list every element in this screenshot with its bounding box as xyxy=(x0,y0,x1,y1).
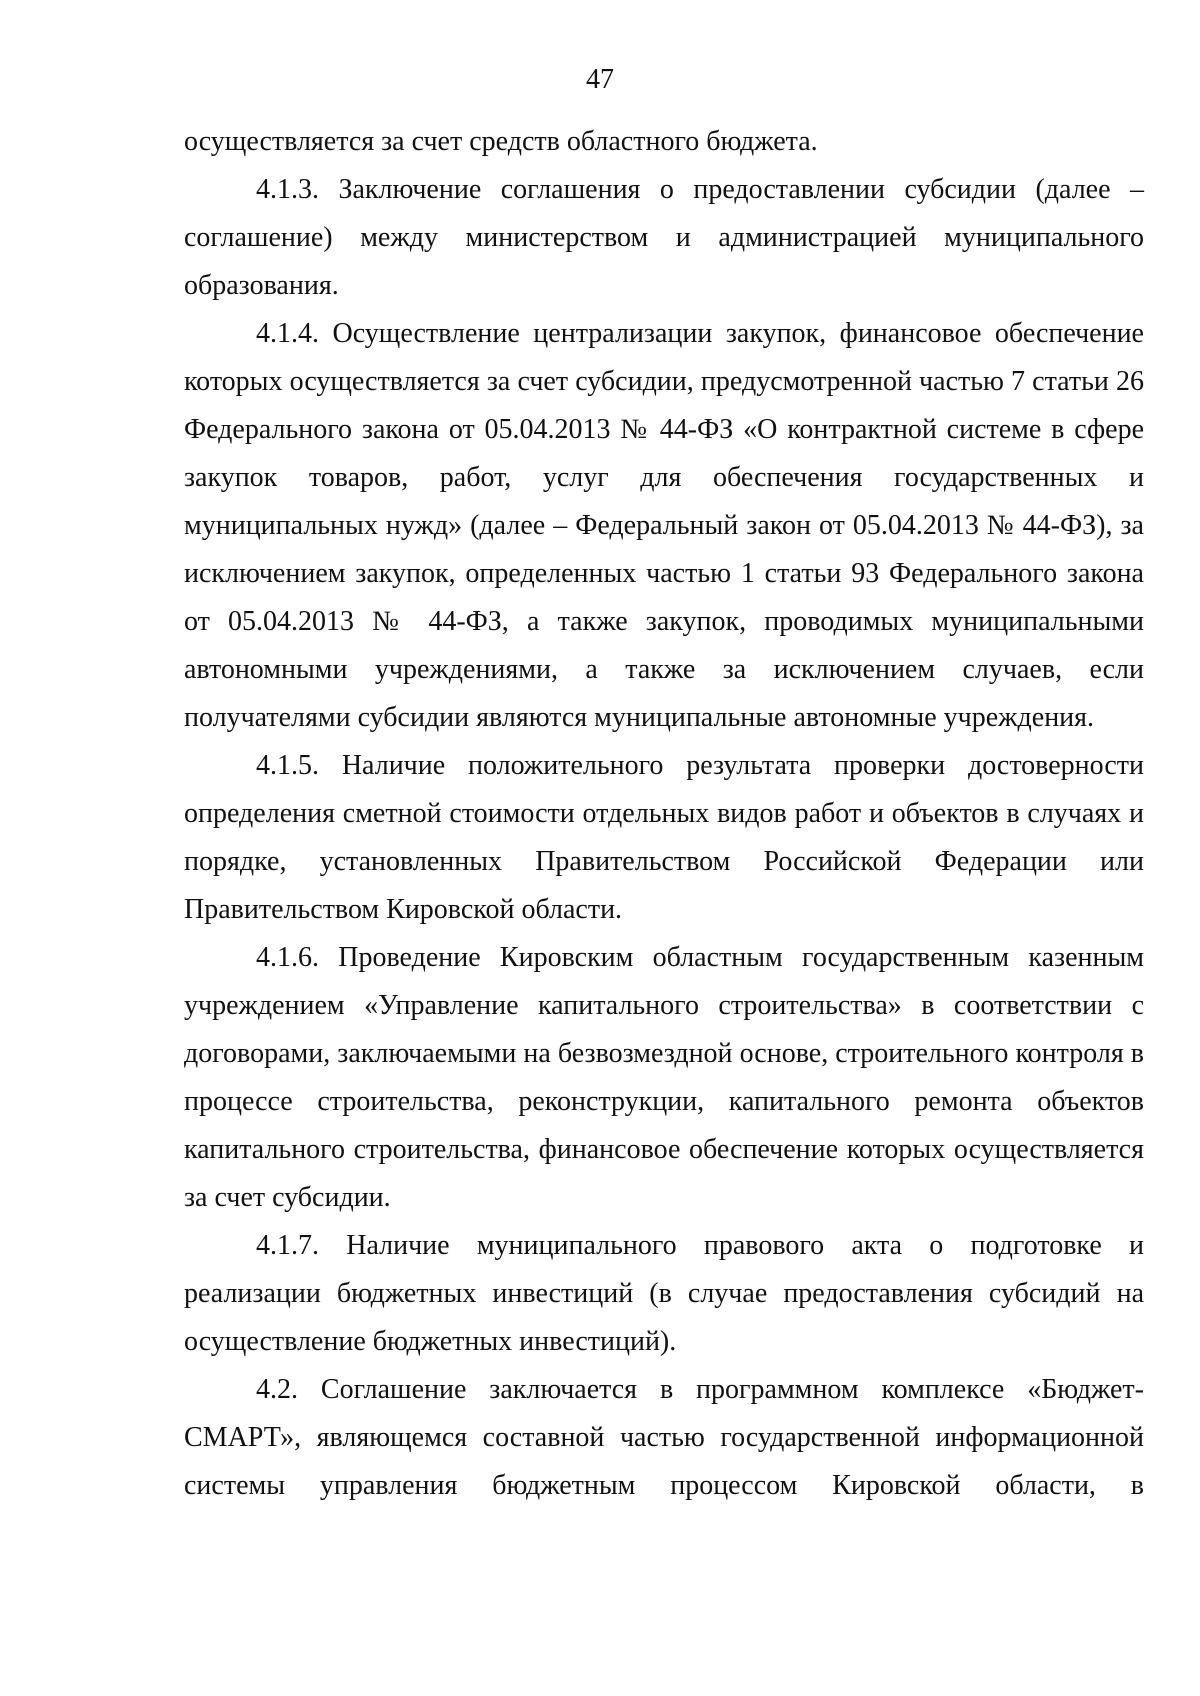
paragraph-4-1-7: 4.1.7. Наличие муниципального правового акта о подготовке и реализации бюджетных инвестиций (в случае предоставления субсидий на осуществление бюджетных инвестиций). xyxy=(184,1230,1144,1357)
page-number: 47 xyxy=(586,64,614,95)
paragraph-4-1-3: 4.1.3. Заключение соглашения о предоставлении субсидии (далее – соглашение) между министерством и администрацией муниципального образования. xyxy=(184,174,1144,301)
paragraph-4-1-4: 4.1.4. Осуществление централизации закупок, финансовое обеспечение которых осуществляется за счет субсидии, предусмотренной частью 7 статьи 26 Федерального закона от 05.04.2013 № 44-ФЗ «О контрактной системе в сфере закупок товаров, работ, услуг для обеспечения государственных и муниципальных нужд» (далее – Федеральный закон от 05.04.2013 № 44-ФЗ), за исключением закупок, определенных частью 1 статьи 93 Федерального закона от 05.04.2013 № 44-ФЗ, а также закупок, проводимых муниципальными автономными учреждениями, а также за исключением случаев, если получателями субсидии являются муниципальные автономные учреждения. xyxy=(184,318,1144,733)
paragraph-4-2: 4.2. Соглашение заключается в программном комплексе «Бюджет-СМАРТ», являющемся составной частью государственной информационной системы управления бюджетным процессом Кировской области, в xyxy=(184,1374,1144,1501)
paragraph-4-1-5: 4.1.5. Наличие положительного результата проверки достоверности определения сметной стоимости отдельных видов работ и объектов в случаях и порядке, установленных Правительством Российской Федерации или Правительством Кировской области. xyxy=(184,750,1144,925)
document-body xyxy=(184,118,1144,1510)
paragraph-4-1-6: 4.1.6. Проведение Кировским областным государственным казенным учреждением «Управление капитального строительства» в соответствии с договорами, заключаемыми на безвозмездной основе, строительного контроля в процессе строительства, реконструкции, капитального ремонта объектов капитального строительства, финансовое обеспечение которых осуществляется за счет субсидии. xyxy=(184,942,1144,1213)
paragraph-continuation: осуществляется за счет средств областного бюджета. xyxy=(184,126,818,157)
